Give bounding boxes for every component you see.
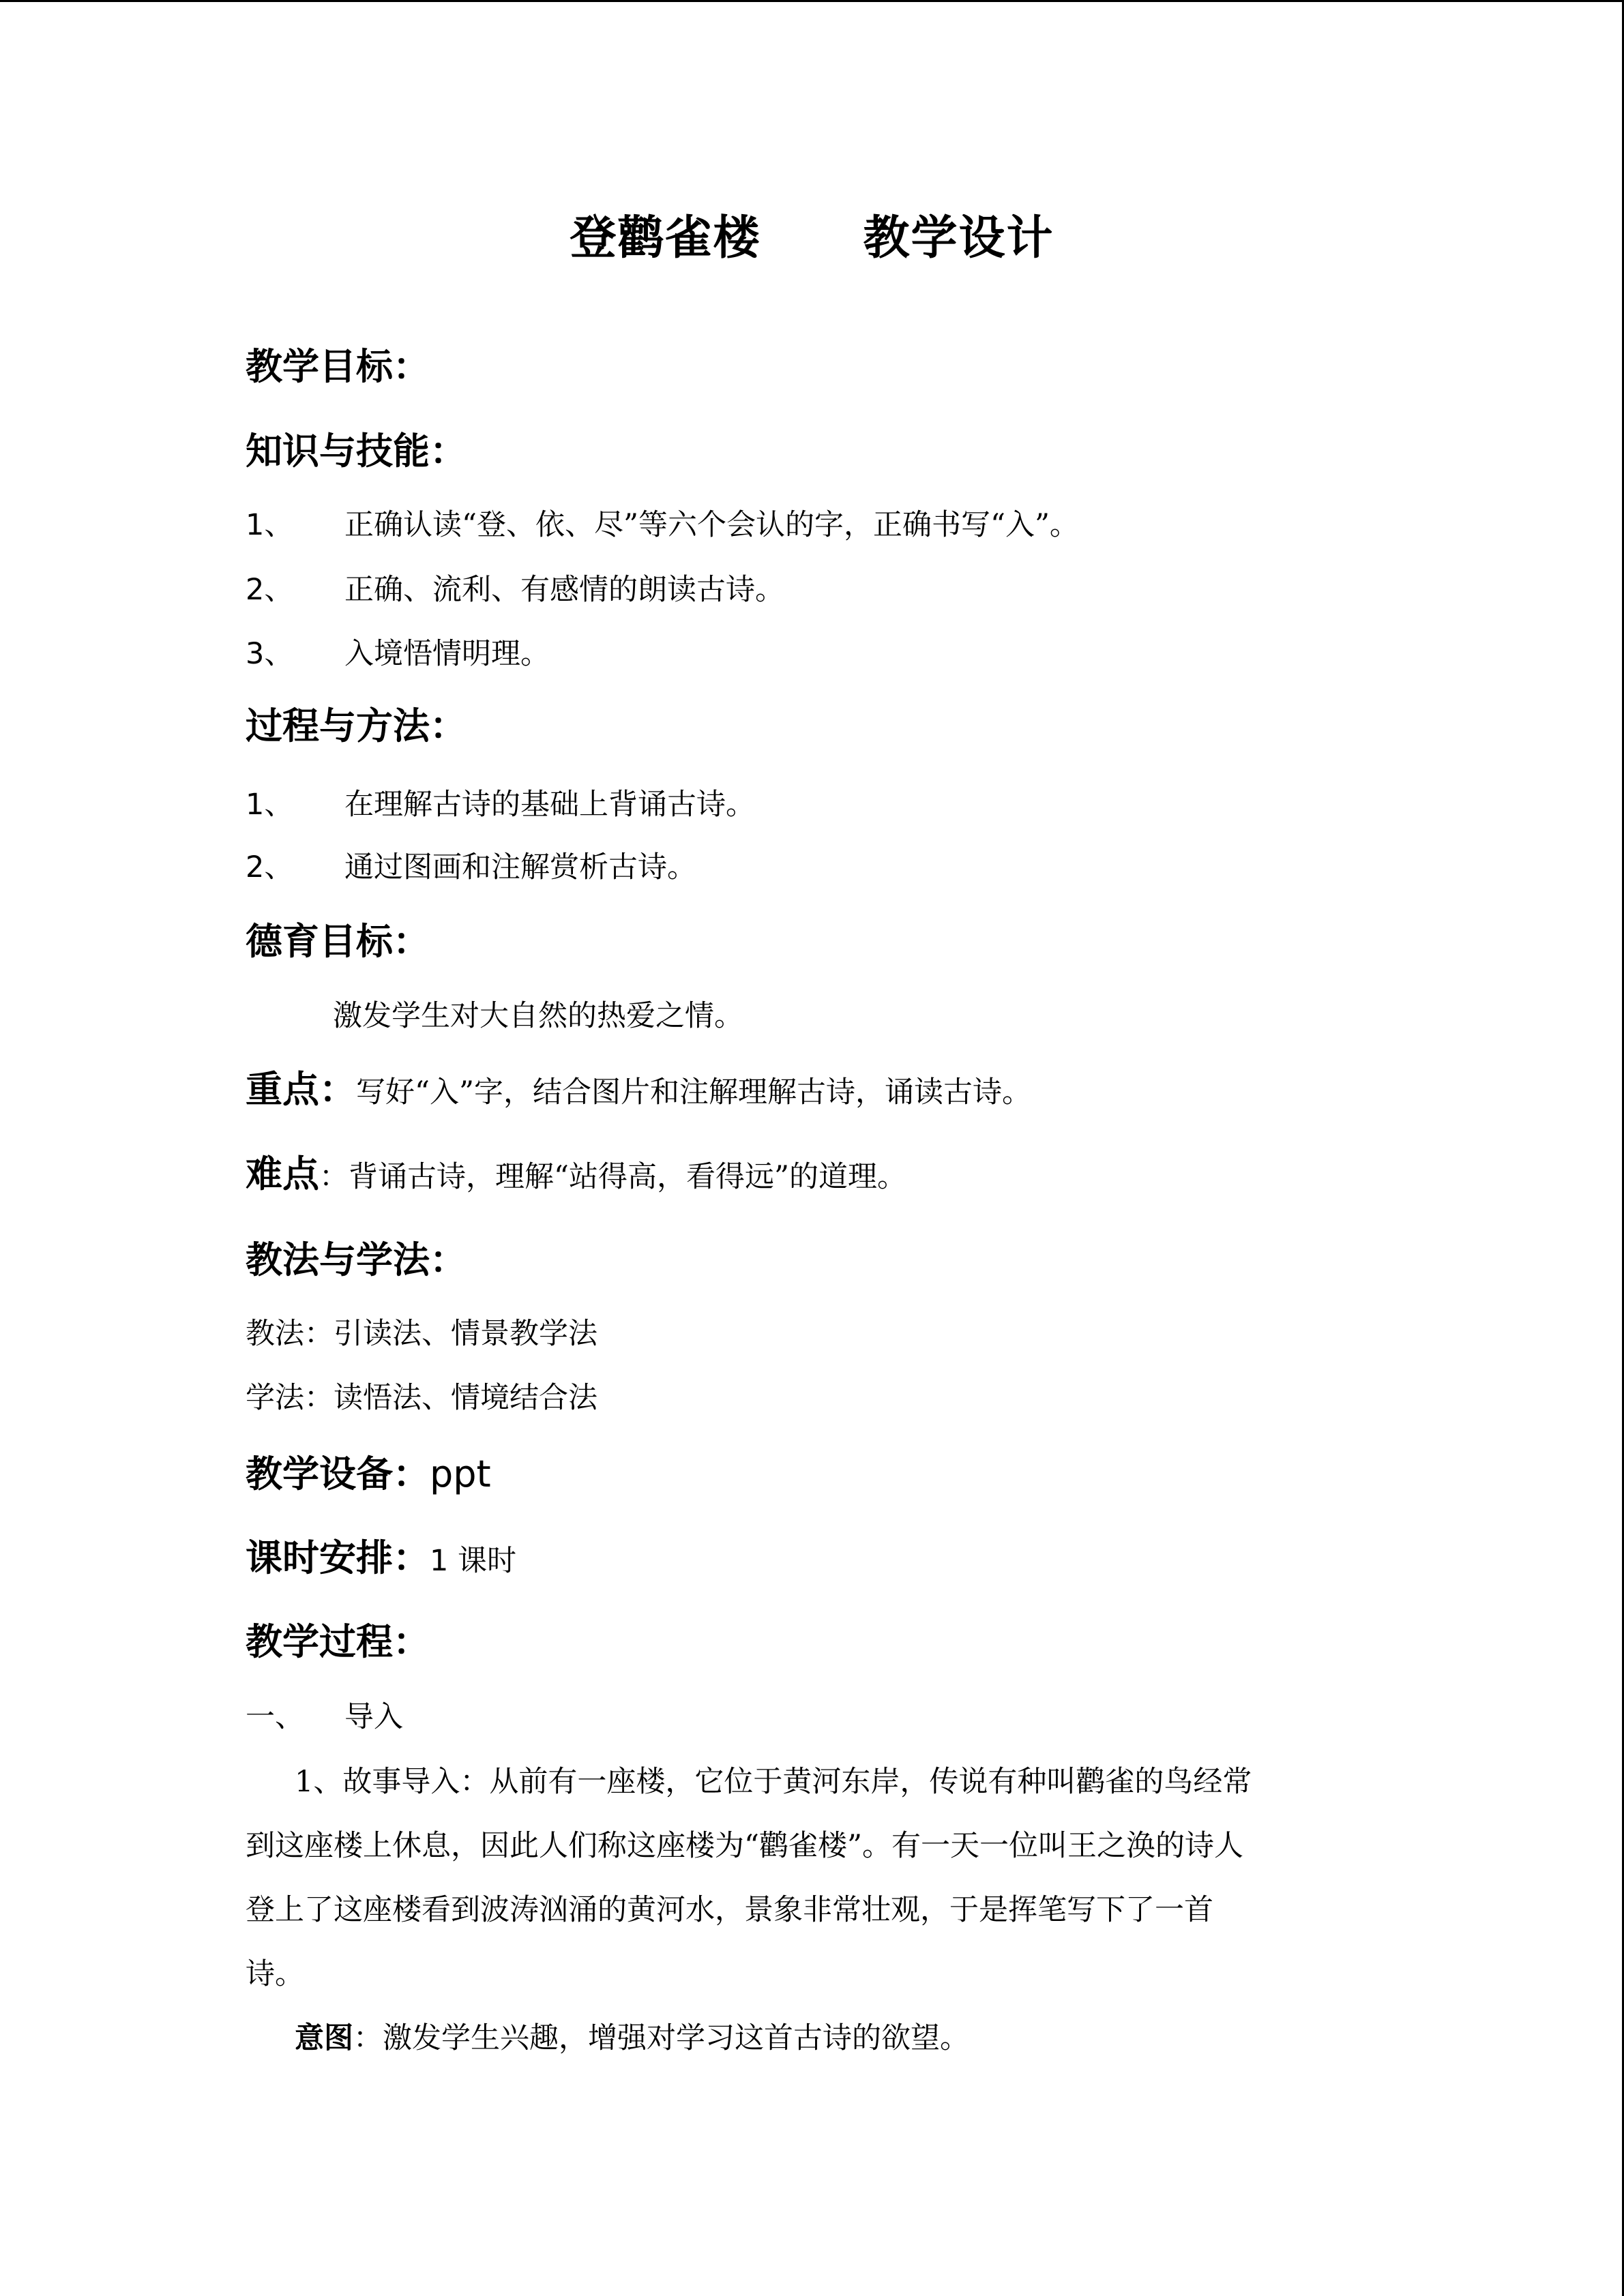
teaching-method: 教法：引读法、情景教学法 (246, 1317, 597, 1351)
story-line-2: 到这座楼上休息，因此人们称这座楼为“鹳雀楼”。有一天一位叫王之涣的诗人 (246, 1829, 1243, 1863)
difficulty-text: ：背诵古诗，理解“站得高，看得远”的道理。 (319, 1160, 906, 1194)
page-top-border (0, 0, 1624, 2)
intent-label: 意图 (295, 2021, 353, 2055)
story-line-3: 登上了这座楼看到波涛汹涌的黄河水，景象非常壮观，于是挥笔写下了一首 (246, 1893, 1213, 1927)
key-point-text: 写好“入”字，结合图片和注解理解古诗，诵读古诗。 (356, 1075, 1031, 1109)
section-number: 一、 (246, 1700, 304, 1734)
intent-text: ：激发学生兴趣，增强对学习这首古诗的欲望。 (353, 2021, 969, 2055)
moral-text: 激发学生对大自然的热爱之情。 (333, 999, 743, 1033)
knowledge-item-3 (246, 632, 550, 676)
list-number: 2、 (246, 573, 294, 607)
schedule-label: 课时安排： (246, 1536, 430, 1579)
key-point-label: 重点： (246, 1068, 356, 1111)
list-text: 正确、流利、有感情的朗读古诗。 (344, 573, 784, 607)
intent-line (295, 2016, 969, 2060)
key-point (246, 1068, 1031, 1114)
title-lesson: 登鹳雀楼 (570, 211, 761, 265)
list-text: 在理解古诗的基础上背诵古诗。 (344, 788, 755, 822)
title-design: 教学设计 (863, 211, 1054, 265)
section-title: 导入 (344, 1700, 403, 1734)
section-one (246, 1695, 403, 1739)
knowledge-heading: 知识与技能： (246, 430, 467, 473)
story-line-4: 诗。 (246, 1957, 304, 1991)
moral-heading: 德育目标： (246, 920, 430, 963)
difficulty-point (246, 1152, 906, 1199)
equipment-label: 教学设备： (246, 1452, 430, 1495)
list-text: 正确认读“登、依、尽”等六个会认的字，正确书写“入”。 (344, 508, 1079, 542)
difficulty-label: 难点 (246, 1152, 319, 1195)
schedule-line (246, 1531, 516, 1588)
process-heading: 过程与方法： (246, 704, 467, 747)
process-item-1 (246, 783, 755, 826)
knowledge-item-2 (246, 568, 784, 612)
list-number: 2、 (246, 850, 294, 884)
goals-heading: 教学目标： (246, 345, 430, 388)
schedule-value: 1 课时 (430, 1544, 517, 1578)
knowledge-item-1 (246, 503, 1079, 547)
list-text: 通过图画和注解赏析古诗。 (344, 850, 696, 884)
methods-heading: 教法与学法： (246, 1238, 467, 1281)
process-item-2 (246, 846, 696, 889)
equipment-value: ppt (430, 1452, 491, 1495)
document-title (0, 206, 1624, 271)
list-number: 1、 (246, 508, 294, 542)
list-text: 入境悟情明理。 (344, 637, 550, 671)
learning-method: 学法：读悟法、情境结合法 (246, 1381, 597, 1415)
list-number: 3、 (246, 637, 294, 671)
procedure-heading: 教学过程： (246, 1620, 430, 1663)
equipment-line (246, 1447, 491, 1502)
list-number: 1、 (246, 788, 294, 822)
story-line-1: 1、故事导入：从前有一座楼，它位于黄河东岸，传说有种叫鹳雀的鸟经常 (295, 1765, 1252, 1799)
